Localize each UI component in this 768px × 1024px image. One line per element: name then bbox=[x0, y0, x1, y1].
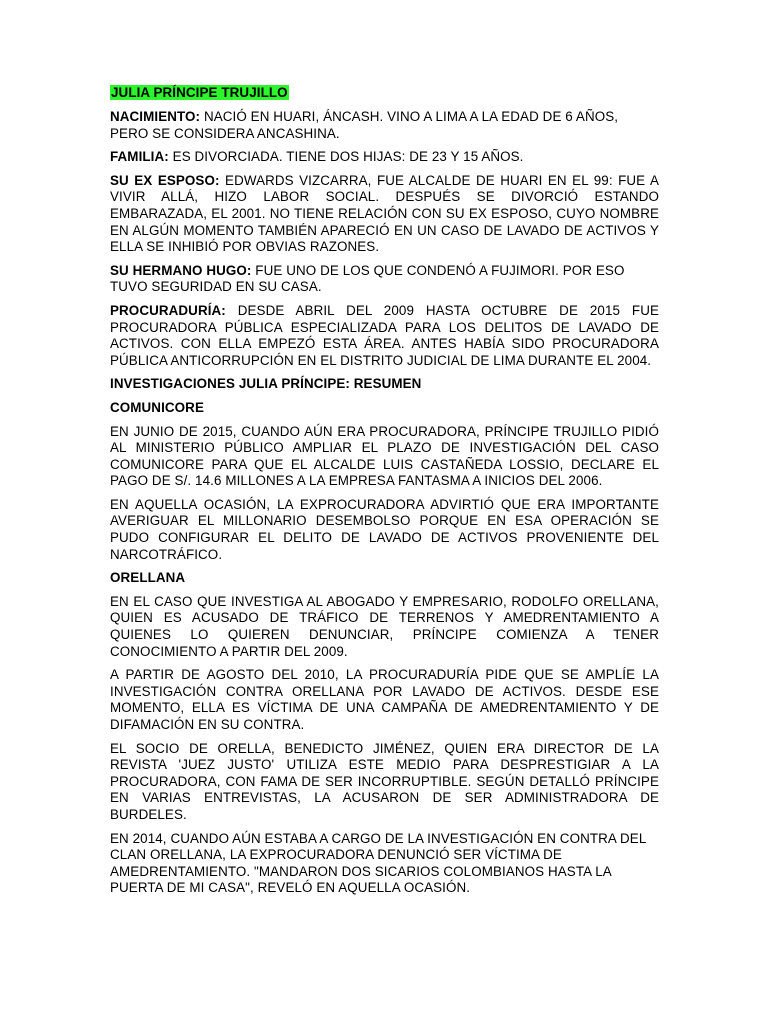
title-line bbox=[110, 84, 659, 101]
bio-label: FAMILIA: bbox=[110, 149, 169, 165]
bio-procuraduria bbox=[110, 303, 659, 369]
orellana-paragraph: EN 2014, CUANDO AÚN ESTABA A CARGO DE LA INVESTIGACIÓN EN CONTRA DEL CLAN ORELLANA, LA EXPROCURADORA DENUNCIÓ SER VÍCTIMA DE AMEDRENTAMIENTO. "MANDARON DOS SICARIOS COLOMBIANOS HASTA LA PUERTA DE MI CASA", REVELÓ EN AQUELLA OCASIÓN. bbox=[110, 830, 646, 896]
bio-label: NACIMIENTO: bbox=[110, 109, 201, 124]
bio-nacimiento bbox=[110, 109, 659, 142]
comunicore-heading: COMUNICORE bbox=[110, 399, 204, 415]
orellana-paragraph: EN EL CASO QUE INVESTIGA AL ABOGADO Y EMPRESARIO, RODOLFO ORELLANA, QUIEN ES ACUSADO DE TRÁFICO DE TERRENOS Y AMEDRENTAMIENTO A QUIENES LO QUIEREN DENUNCIAR, PRÍNCIPE COMIENZA A TENER CONOCIMIENTO A PARTIR DEL 2009. bbox=[110, 593, 659, 659]
bio-label: SU EX ESPOSO: bbox=[110, 172, 220, 188]
bio-text: FUE UNO DE LOS QUE CONDENÓ A FUJIMORI. POR ESO TUVO SEGURIDAD EN SU CASA. bbox=[110, 262, 625, 295]
bio-familia bbox=[110, 149, 659, 166]
bio-text: NACIÓ EN HUARI, ÁNCASH. VINO A LIMA A LA EDAD DE 6 AÑOS, PERO SE CONSIDERA ANCASHINA. bbox=[110, 109, 619, 141]
comunicore-paragraph: EN AQUELLA OCASIÓN, LA EXPROCURADORA ADVIRTIÓ QUE ERA IMPORTANTE AVERIGUAR EL MILLONARIO DESEMBOLSO PORQUE EN ESA OPERACIÓN SE PUDO CONFIGURAR EL DELITO DE LAVADO DE ACTIVOS PROVENIENTE DEL NARCOTRÁFICO. bbox=[110, 496, 659, 562]
comunicore-paragraph: EN JUNIO DE 2015, CUANDO AÚN ERA PROCURADORA, PRÍNCIPE TRUJILLO PIDIÓ AL MINISTERIO PÚBLICO AMPLIAR EL PLAZO DE INVESTIGACIÓN DEL CASO COMUNICORE PARA QUE EL ALCALDE LUIS CASTAÑEDA LOSSIO, DECLARE EL PAGO DE S/. 14.6 MILLONES A LA EMPRESA FANTASMA A INICIOS DEL 2006. bbox=[110, 423, 659, 489]
bio-hermano bbox=[110, 263, 659, 296]
bio-label: PROCURADURÍA: bbox=[110, 302, 226, 318]
document-page bbox=[110, 84, 659, 904]
document-title: JULIA PRÍNCIPE TRUJILLO bbox=[111, 85, 288, 100]
bio-label: SU HERMANO HUGO: bbox=[110, 262, 252, 278]
orellana-paragraph: EL SOCIO DE ORELLA, BENEDICTO JIMÉNEZ, QUIEN ERA DIRECTOR DE LA REVISTA 'JUEZ JUSTO' UTILIZA ESTE MEDIO PARA DESPRESTIGIAR A LA PROCURADORA, CON FAMA DE SER INCORRUPTIBLE. SEGÚN DETALLÓ PRÍNCIPE EN VARIAS ENTREVISTAS, LA ACUSARON DE SER ADMINISTRADORA DE BURDELES. bbox=[110, 740, 659, 822]
bio-text: EDWARDS VIZCARRA, FUE ALCALDE DE HUARI EN EL 99: FUE A VIVIR ALLÁ, HIZO LABOR SOCIAL. DESPUÉS SE DIVORCIÓ ESTANDO EMBARAZADA, EL 2001. NO TIENE RELACIÓN CON SU EX ESPOSO, CUYO NOMBRE EN ALGÚN MOMENTO TAMBIÉN APARECIÓ EN UN CASO DE LAVADO DE ACTIVOS Y ELLA SE INHIBIÓ POR OBVIAS RAZONES. bbox=[110, 172, 659, 255]
investigations-heading: INVESTIGACIONES JULIA PRÍNCIPE: RESUMEN bbox=[110, 376, 422, 392]
orellana-heading: ORELLANA bbox=[110, 570, 186, 586]
bio-text: DESDE ABRIL DEL 2009 HASTA OCTUBRE DE 2015 FUE PROCURADORA PÚBLICA ESPECIALIZADA PARA LOS DELITOS DE LAVADO DE ACTIVOS. CON ELLA EMPEZÓ ESTA ÁREA. ANTES HABÍA SIDO PROCURADORA PÚBLICA ANTICORRUPCIÓN EN EL DISTRITO JUDICIAL DE LIMA DURANTE EL 2004. bbox=[110, 302, 659, 368]
bio-ex-esposo bbox=[110, 173, 659, 256]
bio-text: ES DIVORCIADA. TIENE DOS HIJAS: DE 23 Y 15 AÑOS. bbox=[172, 149, 524, 165]
orellana-paragraph: A PARTIR DE AGOSTO DEL 2010, LA PROCURADURÍA PIDE QUE SE AMPLÍE LA INVESTIGACIÓN CONTRA ORELLANA POR LAVADO DE ACTIVOS. DESDE ESE MOMENTO, ELLA ES VÍCTIMA DE UNA CAMPAÑA DE AMEDRENTAMIENTO Y DE DIFAMACIÓN EN SU CONTRA. bbox=[110, 667, 659, 732]
